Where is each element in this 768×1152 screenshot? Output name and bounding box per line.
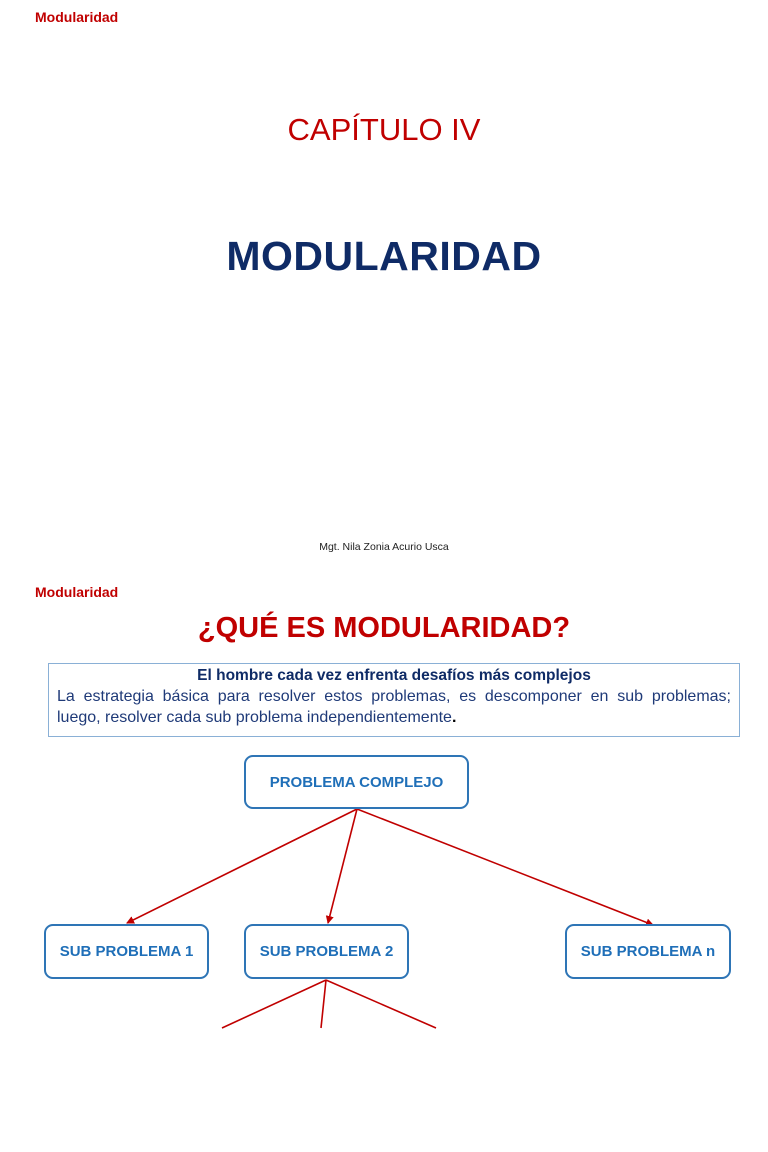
chapter-label: CAPÍTULO IV [287,112,481,147]
arrow-to-sub2 [328,809,357,923]
subproblem-n-node: SUB PROBLEMA n [565,924,731,979]
slide-title-text: MODULARIDAD [226,233,542,279]
slide-header-label: Modularidad [35,9,119,25]
arrow-from-sub2-right [326,980,436,1028]
slide-definition [0,576,768,1152]
definition-period: . [451,709,457,726]
subproblem-2-node: SUB PROBLEMA 2 [244,924,409,979]
arrow-from-sub2-mid [321,980,326,1028]
definition-heading: El hombre cada vez enfrenta desafíos más complejos [197,667,591,684]
author-credit: Mgt. Nila Zonia Acurio Usca [319,541,449,553]
arrow-from-sub2-left [222,980,326,1028]
subproblem-1-node: SUB PROBLEMA 1 [44,924,209,979]
problem-complex-node: PROBLEMA COMPLEJO [244,755,469,809]
definition-body: La estrategia básica para resolver estos problemas, es descomponer en sub problemas; luego, resolver cada sub problema independientemente [57,688,731,726]
question-heading: ¿QUÉ ES MODULARIDAD? [197,612,571,644]
arrow-to-subn [357,809,653,925]
arrow-to-sub1 [127,809,357,923]
slide-header-label: Modularidad [35,584,119,600]
